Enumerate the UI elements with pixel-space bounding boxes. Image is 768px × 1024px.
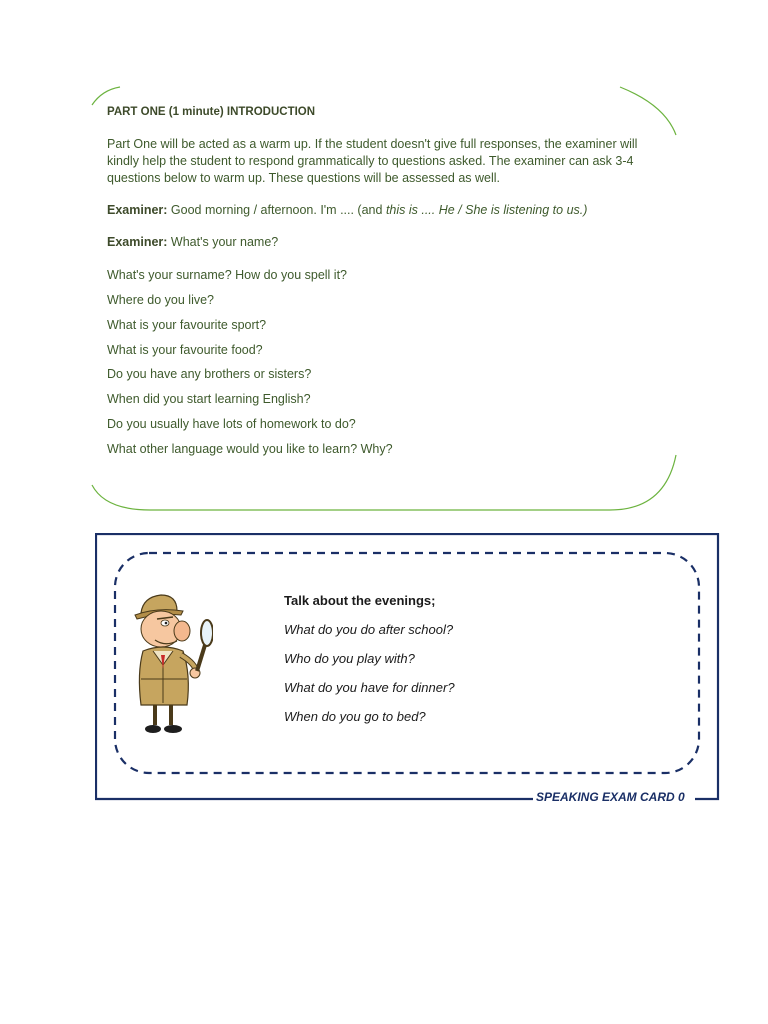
examiner-label: Examiner: [107,203,168,217]
part-one-title: PART ONE (1 minute) INTRODUCTION [107,106,316,118]
card-question: What do you have for dinner? [284,680,455,695]
greeting-text: Good morning / afternoon. I'm .... (and [167,203,386,217]
card-question: Who do you play with? [284,651,415,666]
part-one-card [90,85,678,512]
speaking-exam-card [95,533,720,804]
card-heading: Talk about the evenings; [284,593,436,608]
part-one-intro: Part One will be acted as a warm up. If the student doesn't give full responses, the examiner will kindly help the student to respond grammatically to questions asked. The examiner can ask 3-4 questions below to warm up. These questions will be assessed as well. [107,137,638,185]
question-item: When did you start learning English? [107,392,311,406]
card-question: When do you go to bed? [284,709,426,724]
detective-icon [133,593,213,741]
question-item: Where do you live? [107,293,215,307]
greeting-italic: this is .... He / She is listening to us.) [385,203,588,217]
question-item: Do you usually have lots of homework to do? [107,417,356,431]
question-item: What's your surname? How do you spell it? [107,268,347,282]
question-item: What other language would you like to learn? Why? [107,442,393,456]
examiner-label-2: Examiner: [107,235,168,249]
name-question: What's your name? [167,235,279,249]
examiner-greeting [107,203,587,217]
card-question: What do you do after school? [284,622,454,637]
exam-card-label: SPEAKING EXAM CARD 0 [536,790,685,804]
question-item: Do you have any brothers or sisters? [107,367,312,381]
question-item: What is your favourite food? [107,343,263,357]
question-item: What is your favourite sport? [107,318,267,332]
examiner-name-question [107,235,278,249]
